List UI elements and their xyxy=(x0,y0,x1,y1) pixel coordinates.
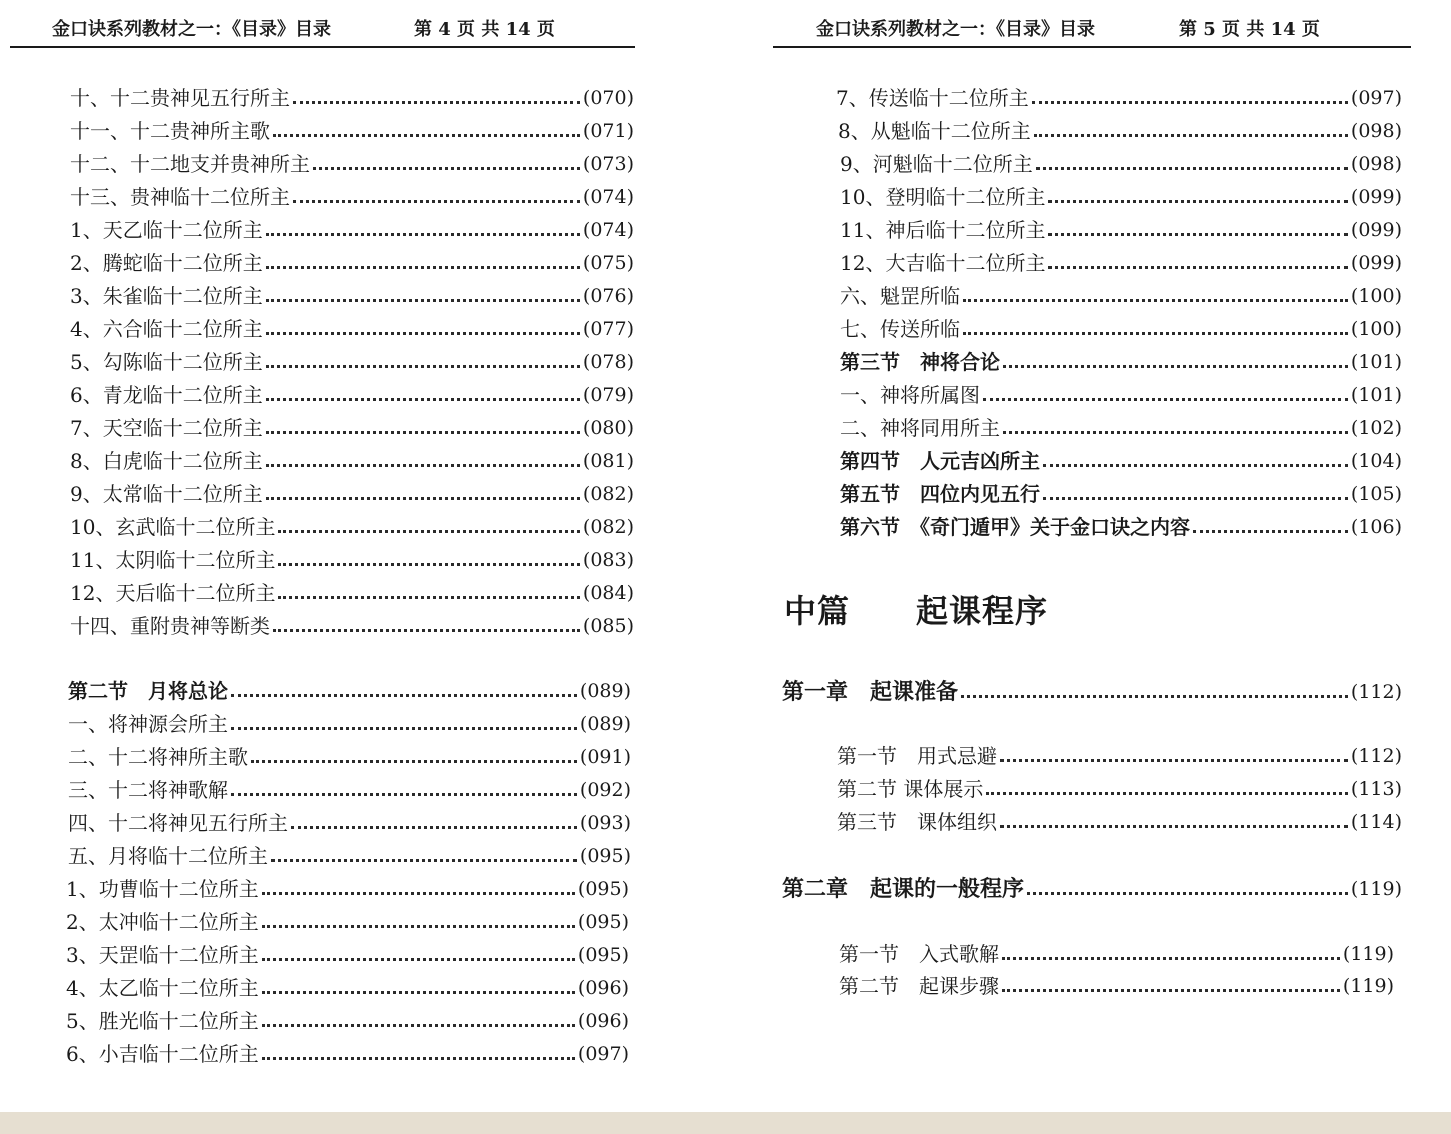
dot-leader xyxy=(278,596,579,599)
dot-leader xyxy=(266,266,580,269)
toc-entry[interactable]: 二、十二将神所主歌 (091) xyxy=(68,745,631,769)
toc-entry[interactable]: 三、十二将神歌解 (092) xyxy=(68,778,631,802)
toc-entry[interactable]: 2、腾蛇临十二位所主 (075) xyxy=(70,251,634,275)
dot-leader xyxy=(986,792,1348,795)
toc-entry[interactable]: 7、天空临十二位所主 (080) xyxy=(70,416,634,440)
dot-leader xyxy=(293,101,580,104)
toc-chapter-entry[interactable]: 第一章 起课准备 (112) xyxy=(782,679,1402,705)
toc-entry[interactable]: 2、太冲临十二位所主 (095) xyxy=(66,910,629,934)
toc-entry[interactable]: 5、勾陈临十二位所主 (078) xyxy=(70,350,634,374)
toc-entry[interactable]: 第一节 用式忌避 (112) xyxy=(837,744,1402,768)
dot-leader xyxy=(251,760,577,763)
dot-leader xyxy=(1043,464,1348,467)
toc-entry[interactable]: 二、神将同用所主 (102) xyxy=(840,416,1402,440)
dot-leader xyxy=(1034,134,1348,137)
toc-entry[interactable]: 10、登明临十二位所主 (099) xyxy=(840,185,1402,209)
toc-entry[interactable]: 12、大吉临十二位所主 (099) xyxy=(840,251,1402,275)
toc-entry[interactable]: 8、白虎临十二位所主 (081) xyxy=(70,449,634,473)
dot-leader xyxy=(231,793,577,796)
dot-leader xyxy=(961,695,1348,698)
dot-leader xyxy=(266,464,580,467)
header-series-title: 金口诀系列教材之一：《目录》目录 xyxy=(52,19,331,40)
header-page-info: 第 4 页 共 14 页 xyxy=(414,19,555,40)
left-page xyxy=(0,0,640,1110)
toc-section-entry[interactable]: 第五节 四位内见五行 (105) xyxy=(840,482,1402,506)
toc-entry[interactable]: 5、胜光临十二位所主 (096) xyxy=(66,1009,629,1033)
scan-bottom-edge xyxy=(0,1112,1451,1134)
toc-entry[interactable]: 十一、十二贵神所主歌 (071) xyxy=(70,119,634,143)
dot-leader xyxy=(291,826,577,829)
header-series-title: 金口诀系列教材之一：《目录》目录 xyxy=(816,19,1095,40)
toc-section-entry[interactable]: 第六节 《奇门遁甲》关于金口诀之内容 (106) xyxy=(840,515,1402,539)
toc-entry[interactable]: 第一节 入式歌解 (119) xyxy=(839,942,1394,966)
dot-leader xyxy=(231,727,577,730)
dot-leader xyxy=(1000,825,1348,828)
toc-entry[interactable]: 一、神将所属图 (101) xyxy=(840,383,1402,407)
dot-leader xyxy=(266,431,580,434)
toc-entry[interactable]: 十、十二贵神见五行所主 (070) xyxy=(70,86,634,110)
toc-section-entry[interactable]: 第四节 人元吉凶所主 (104) xyxy=(840,449,1402,473)
dot-leader xyxy=(266,233,580,236)
dot-leader xyxy=(273,134,580,137)
toc-entry[interactable]: 12、天后临十二位所主 (084) xyxy=(70,581,634,605)
dot-leader xyxy=(313,167,580,170)
dot-leader xyxy=(262,1057,575,1060)
dot-leader xyxy=(266,299,580,302)
dot-leader xyxy=(1193,530,1348,533)
dot-leader xyxy=(983,398,1348,401)
toc-entry[interactable]: 第二节 课体展示 (113) xyxy=(837,777,1402,801)
toc-entry[interactable]: 4、六合临十二位所主 (077) xyxy=(70,317,634,341)
toc-entry[interactable]: 十二、十二地支并贵神所主 (073) xyxy=(70,152,634,176)
toc-entry[interactable]: 七、传送所临 (100) xyxy=(840,317,1402,341)
dot-leader xyxy=(963,332,1348,335)
toc-entry[interactable]: 十四、重附贵神等断类 (085) xyxy=(70,614,634,638)
toc-entry[interactable]: 第二节 起课步骤 (119) xyxy=(839,974,1394,998)
dot-leader xyxy=(266,365,580,368)
toc-entry[interactable]: 一、将神源会所主 (089) xyxy=(68,712,631,736)
dot-leader xyxy=(271,859,577,862)
toc-entry[interactable]: 六、魁罡所临 (100) xyxy=(840,284,1402,308)
toc-entry[interactable]: 3、朱雀临十二位所主 (076) xyxy=(70,284,634,308)
dot-leader xyxy=(1003,431,1348,434)
toc-section-entry[interactable]: 第二节 月将总论 (089) xyxy=(68,679,631,703)
toc-entry[interactable]: 五、月将临十二位所主 (095) xyxy=(68,844,631,868)
dot-leader xyxy=(1043,497,1348,500)
part-title: 中篇 起课程序 xyxy=(784,592,1049,630)
dot-leader xyxy=(1032,101,1348,104)
dot-leader xyxy=(262,991,575,994)
dot-leader xyxy=(1002,989,1340,992)
dot-leader xyxy=(278,563,579,566)
dot-leader xyxy=(262,1024,575,1027)
dot-leader xyxy=(1000,759,1348,762)
toc-entry[interactable]: 十三、贵神临十二位所主 (074) xyxy=(70,185,634,209)
dot-leader xyxy=(1048,233,1347,236)
toc-entry[interactable]: 3、天罡临十二位所主 (095) xyxy=(66,943,629,967)
toc-entry[interactable]: 10、玄武临十二位所主 (082) xyxy=(70,515,634,539)
right-page xyxy=(770,0,1410,1110)
toc-entry[interactable]: 6、小吉临十二位所主 (097) xyxy=(66,1042,629,1066)
header-page-info: 第 5 页 共 14 页 xyxy=(1179,19,1320,40)
dot-leader xyxy=(266,497,580,500)
page-header xyxy=(773,16,1411,48)
toc-chapter-entry[interactable]: 第二章 起课的一般程序 (119) xyxy=(782,876,1402,902)
toc-entry[interactable]: 6、青龙临十二位所主 (079) xyxy=(70,383,634,407)
dot-leader xyxy=(1003,365,1348,368)
dot-leader xyxy=(1027,892,1348,895)
dot-leader xyxy=(262,925,575,928)
dot-leader xyxy=(1002,957,1340,960)
dot-leader xyxy=(1048,266,1347,269)
dot-leader xyxy=(273,629,580,632)
toc-entry[interactable]: 11、神后临十二位所主 (099) xyxy=(840,218,1402,242)
dot-leader xyxy=(278,530,579,533)
dot-leader xyxy=(231,694,577,697)
toc-entry[interactable]: 7、传送临十二位所主 (097) xyxy=(836,86,1402,110)
toc-entry[interactable]: 8、从魁临十二位所主 (098) xyxy=(838,119,1402,143)
dot-leader xyxy=(262,892,575,895)
toc-entry[interactable]: 9、河魁临十二位所主 (098) xyxy=(840,152,1402,176)
toc-entry[interactable]: 9、太常临十二位所主 (082) xyxy=(70,482,634,506)
toc-entry[interactable]: 4、太乙临十二位所主 (096) xyxy=(66,976,629,1000)
toc-entry[interactable]: 11、太阴临十二位所主 (083) xyxy=(70,548,634,572)
page-header xyxy=(10,16,635,48)
dot-leader xyxy=(1036,167,1348,170)
toc-section-entry[interactable]: 第三节 神将合论 (101) xyxy=(840,350,1402,374)
toc-entry[interactable]: 1、功曹临十二位所主 (095) xyxy=(66,877,629,901)
dot-leader xyxy=(262,958,575,961)
toc-entry[interactable]: 四、十二将神见五行所主 (093) xyxy=(68,811,631,835)
toc-entry[interactable]: 第三节 课体组织 (114) xyxy=(837,810,1402,834)
dot-leader xyxy=(963,299,1348,302)
dot-leader xyxy=(266,332,580,335)
toc-entry[interactable]: 1、天乙临十二位所主 (074) xyxy=(70,218,634,242)
dot-leader xyxy=(293,200,580,203)
dot-leader xyxy=(266,398,580,401)
dot-leader xyxy=(1048,200,1347,203)
